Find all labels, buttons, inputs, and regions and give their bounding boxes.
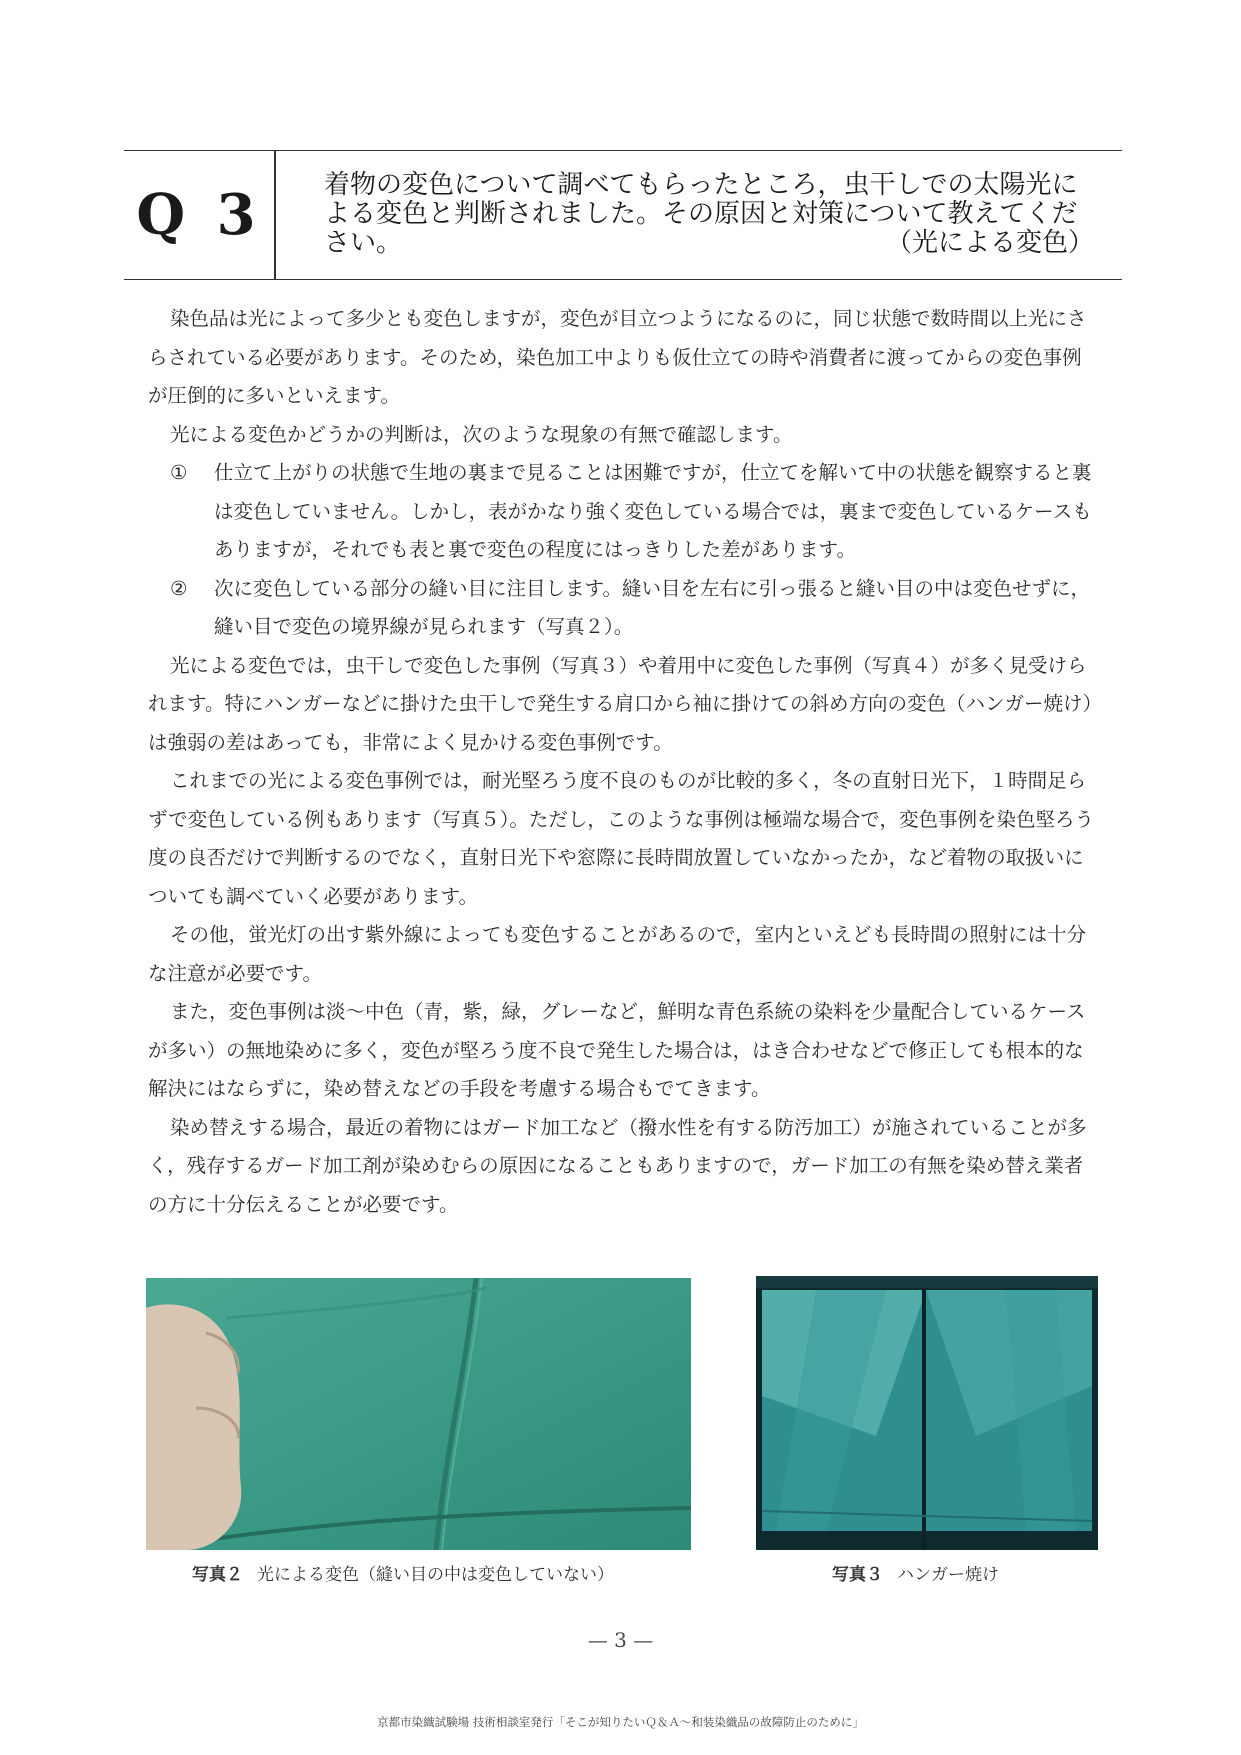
- question-tag: （光による変色）: [885, 228, 1094, 258]
- page-number: — 3 —: [587, 1628, 654, 1652]
- answer-body: [148, 300, 1100, 1224]
- photo-caption-text: ハンガー焼け: [897, 1565, 999, 1585]
- question-divider: [274, 151, 276, 279]
- question-label: Q 3: [136, 182, 262, 248]
- paragraph: その他，蛍光灯の出す紫外線によっても変色することがあるので，室内といえども長時間の照射には十分な注意が必要です。: [148, 923, 1087, 985]
- list-item: [148, 454, 1100, 570]
- photo-caption-number: 写真３: [832, 1565, 883, 1585]
- paragraph: また，変色事例は淡～中色（青，紫，緑，グレーなど，鮮明な青色系統の染料を少量配合しているケースが多い）の無地染めに多く，変色が堅ろう度不良で発生した場合は，はき合わせなどで修正しても根本的な解決にはならずに，染め替えなどの手段を考慮する場合もでてきます。: [148, 1000, 1086, 1100]
- photo-seam-image: [146, 1278, 691, 1550]
- list-item-text: 次に変色している部分の縫い目に注目します。縫い目を左右に引っ張ると縫い目の中は変色せずに，縫い目で変色の境界線が見られます（写真２）。: [214, 576, 1090, 638]
- photo-hanger-image: [756, 1276, 1098, 1550]
- photo-seam-discoloration: [146, 1278, 691, 1550]
- footer: 京都市染織試験場 技術相談室発行「そこが知りたいＱ＆Ａ～和装染織品の故障防止のために」: [377, 1715, 864, 1729]
- photo-caption: [832, 1560, 999, 1585]
- photo-caption: [192, 1560, 614, 1585]
- paragraph: 光による変色かどうかの判断は，次のような現象の有無で確認します。: [170, 422, 793, 446]
- paragraph: 染色品は光によって多少とも変色しますが，変色が目立つようになるのに，同じ状態で数時間以上光にさらされている必要があります。そのため，染色加工中よりも仮仕立ての時や消費者に渡ってからの変色事例が圧倒的に多いといえます。: [148, 307, 1087, 407]
- list-item-text: 仕立て上がりの状態で生地の裏まで見ることは困難ですが，仕立てを解いて中の状態を観察すると裏は変色していません。しかし，表がかなり強く変色している場合では，裏まで変色しているケースもありますが，それでも表と裏で変色の程度にはっきりした差があります。: [214, 461, 1092, 561]
- list-item: [148, 570, 1100, 647]
- photo-caption-number: 写真２: [192, 1565, 243, 1585]
- photo-hanger-fade: [756, 1276, 1098, 1550]
- question-box: [124, 150, 1122, 280]
- list-item-number: ①: [170, 461, 188, 484]
- paragraph: これまでの光による変色事例では，耐光堅ろう度不良のものが比較的多く，冬の直射日光下，１時間足らずで変色している例もあります（写真５）。ただし，このような事例は極端な場合で，変色事例を染色堅ろう度の良否だけで判断するのでなく，直射日光下や窓際に長時間放置していなかったか，など着物の取扱いについても調べていく必要があります。: [148, 769, 1094, 908]
- question-text: 着物の変色について調べてもらったところ，虫干しでの太陽光による変色と判断されました。その原因と対策について教えてください。: [324, 170, 1078, 258]
- photo-caption-text: 光による変色（縫い目の中は変色していない）: [257, 1565, 614, 1585]
- question-text-block: [324, 171, 1094, 258]
- paragraph: 光による変色では，虫干しで変色した事例（写真３）や着用中に変色した事例（写真４）が多く見受けられます。特にハンガーなどに掛けた虫干しで発生する肩口から袖に掛けての斜め方向の変色（ハンガー焼け）は強弱の差はあっても，非常によく見かける変色事例です。: [148, 653, 1093, 754]
- paragraph: 染め替えする場合，最近の着物にはガード加工など（撥水性を有する防汚加工）が施されていることが多く，残存するガード加工剤が染めむらの原因になることもありますので，ガード加工の有無を染め替え業者の方に十分伝えることが必要です。: [148, 1115, 1087, 1216]
- list-item-number: ②: [170, 576, 188, 600]
